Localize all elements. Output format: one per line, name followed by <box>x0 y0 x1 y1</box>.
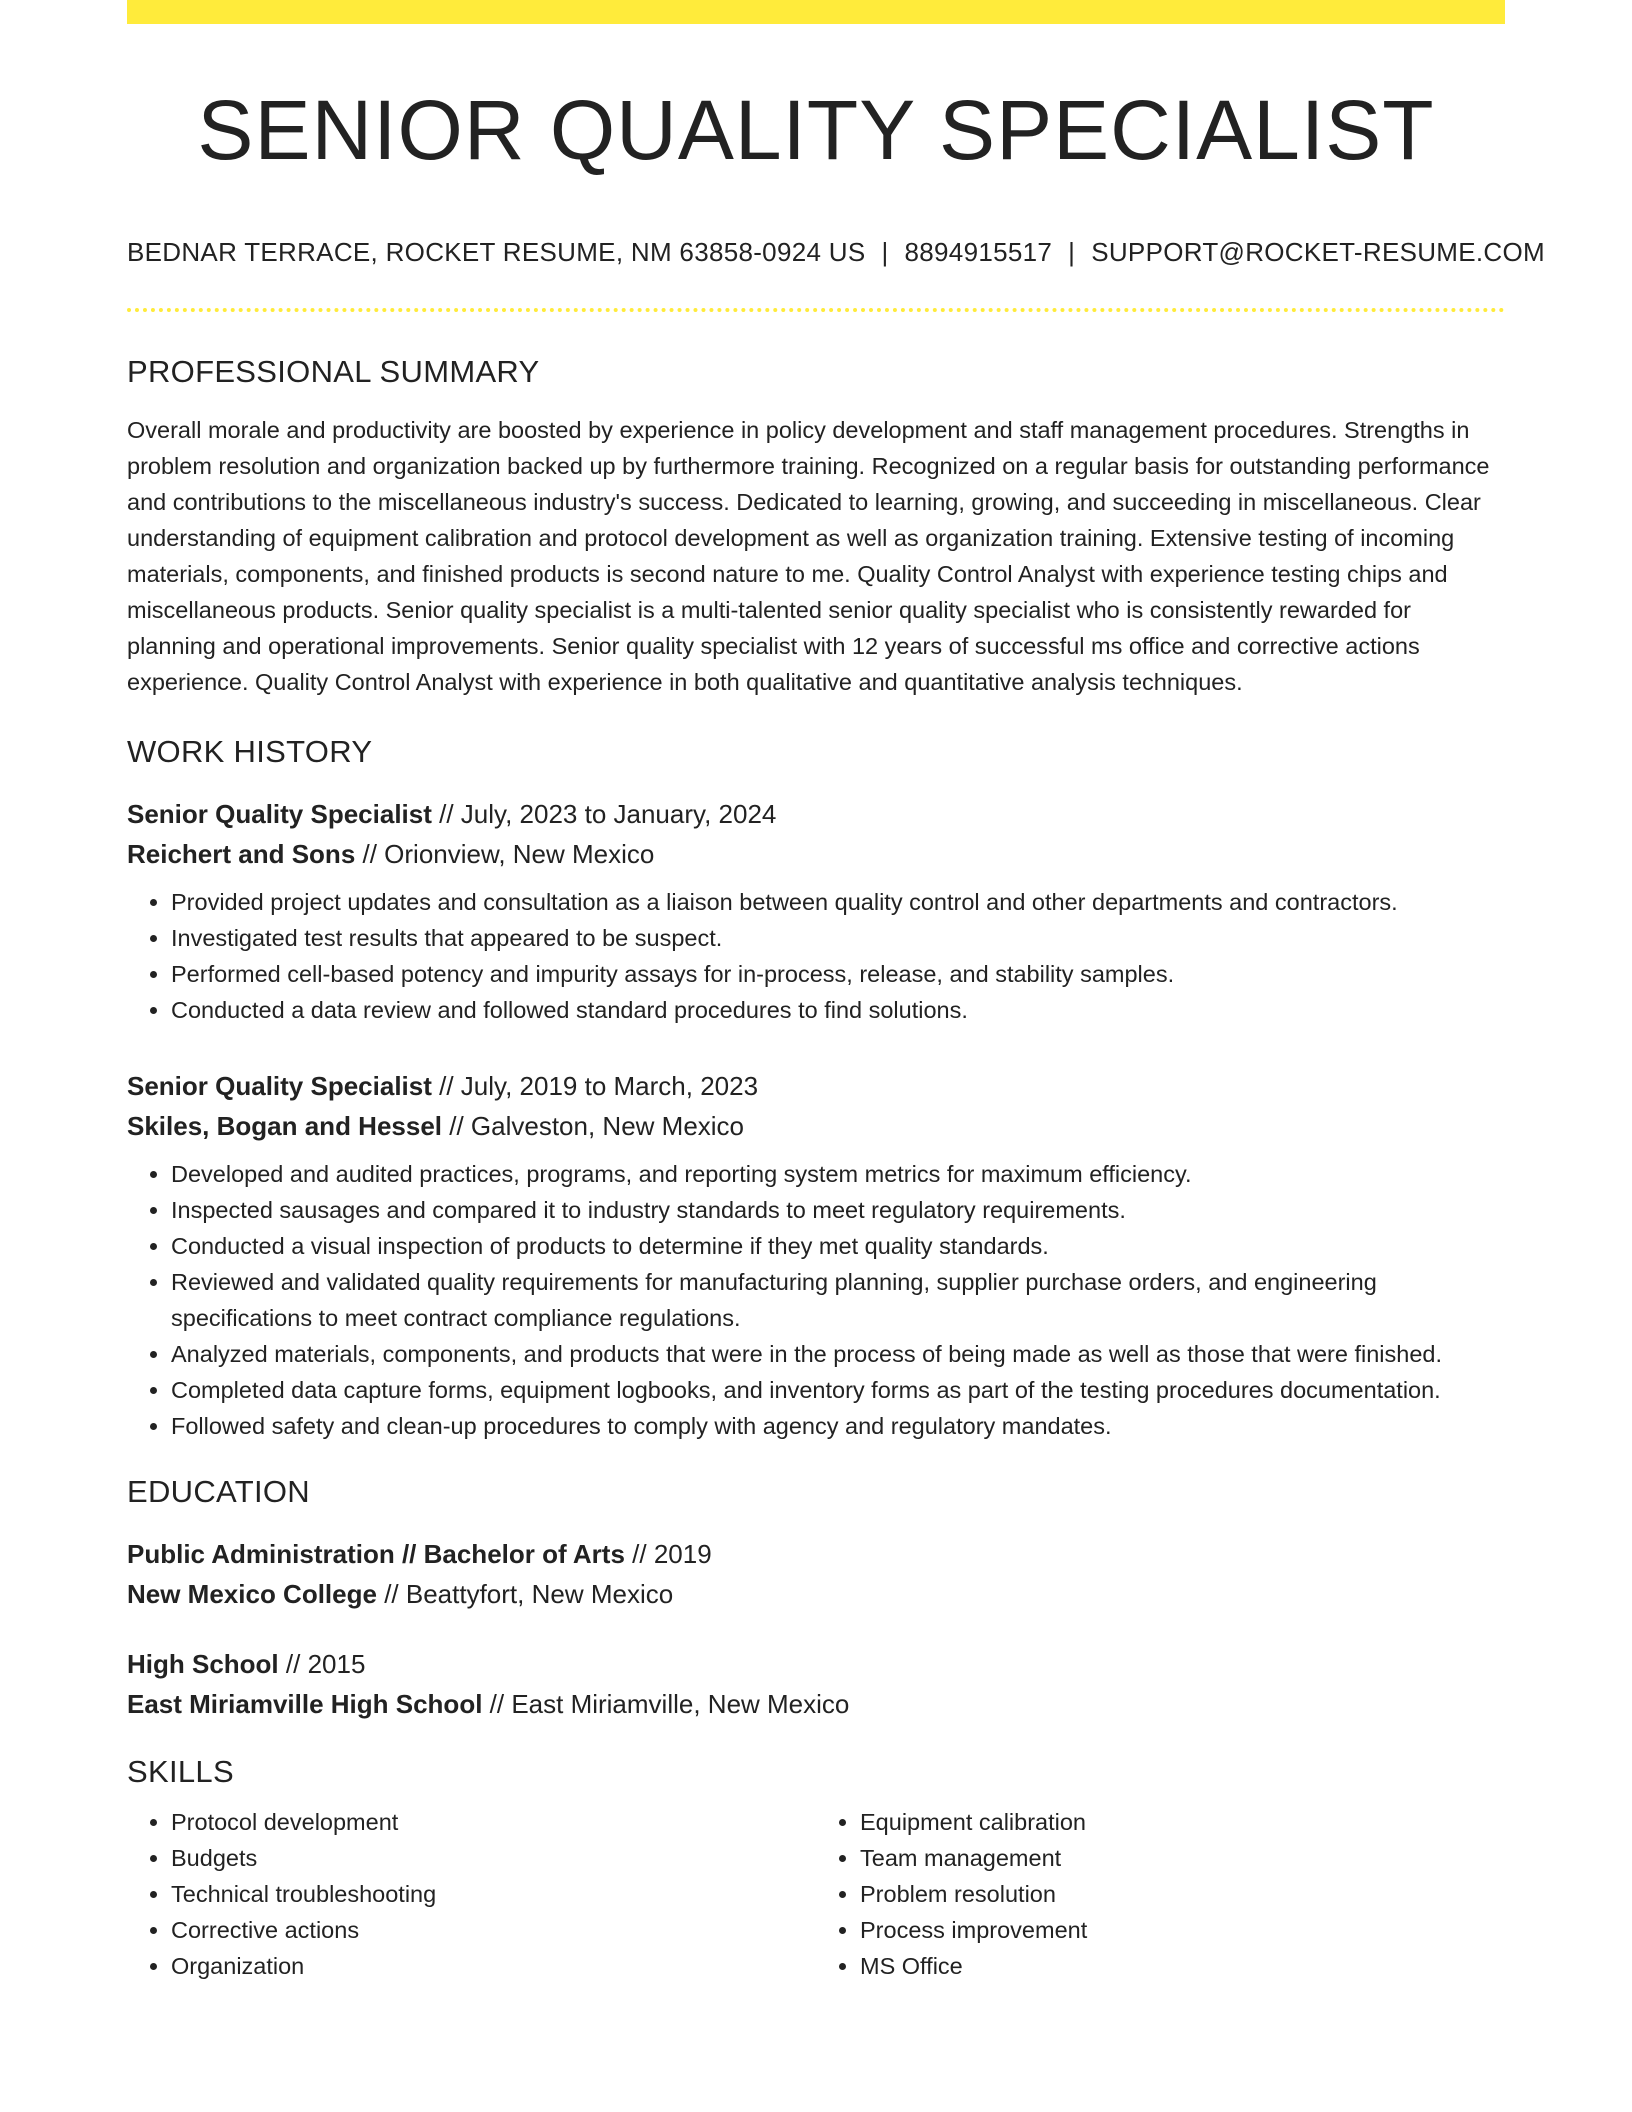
job-company-line <box>127 1106 1505 1146</box>
education-school-line <box>127 1574 1505 1614</box>
skill-item: • Process improvement <box>860 1912 1505 1948</box>
job-location: // Galveston, New Mexico <box>442 1111 745 1141</box>
education-school: New Mexico College <box>127 1579 377 1609</box>
job-bullet: • Investigated test results that appeared to be suspect. <box>171 920 1505 956</box>
job-bullet: • Conducted a visual inspection of products to determine if they met quality standards. <box>171 1228 1505 1264</box>
skill-item: • Organization <box>171 1948 816 1984</box>
education-heading: EDUCATION <box>127 1474 310 1509</box>
dotted-divider <box>127 308 1505 312</box>
education-school-line <box>127 1684 1505 1724</box>
job-bullet: • Completed data capture forms, equipment logbooks, and inventory forms as part of the testing procedures documentation. <box>171 1372 1505 1408</box>
skills-list-left <box>127 1804 816 1984</box>
job-title-line <box>127 794 1505 834</box>
job-bullets <box>127 884 1505 1028</box>
skills-list-right <box>816 1804 1505 1984</box>
contact-phone: 8894915517 <box>904 237 1053 267</box>
job-bullet: • Analyzed materials, components, and products that were in the process of being made as well as those that were finished. <box>171 1336 1505 1372</box>
skill-item: • Problem resolution <box>860 1876 1505 1912</box>
contact-address: BEDNAR TERRACE, ROCKET RESUME, NM 63858-0924 US <box>127 237 866 267</box>
skill-item: • Technical troubleshooting <box>171 1876 816 1912</box>
job-company: Reichert and Sons <box>127 839 356 869</box>
job-title: Senior Quality Specialist <box>127 799 432 829</box>
education-year: // 2015 <box>278 1649 366 1679</box>
skill-item: • Protocol development <box>171 1804 816 1840</box>
skill-item: • Equipment calibration <box>860 1804 1505 1840</box>
job-bullet: • Developed and audited practices, programs, and reporting system metrics for maximum efficiency. <box>171 1156 1505 1192</box>
summary-heading: PROFESSIONAL SUMMARY <box>127 354 540 389</box>
job-dates: // July, 2023 to January, 2024 <box>431 799 777 829</box>
skills-heading: SKILLS <box>127 1754 234 1789</box>
education-entry <box>127 1644 1505 1724</box>
work-history-heading: WORK HISTORY <box>127 734 373 769</box>
job-bullet: • Conducted a data review and followed standard procedures to find solutions. <box>171 992 1505 1028</box>
job-bullet: • Inspected sausages and compared it to industry standards to meet regulatory requirements. <box>171 1192 1505 1228</box>
job-location: // Orionview, New Mexico <box>355 839 655 869</box>
job-dates: // July, 2019 to March, 2023 <box>431 1071 759 1101</box>
job-bullet: • Performed cell-based potency and impurity assays for in-process, release, and stability samples. <box>171 956 1505 992</box>
contact-separator: | <box>881 237 889 267</box>
education-entry <box>127 1534 1505 1614</box>
skill-item: • Budgets <box>171 1840 816 1876</box>
education-year: // 2019 <box>624 1539 712 1569</box>
education-school: East Miriamville High School <box>127 1689 483 1719</box>
job-bullet: • Provided project updates and consultation as a liaison between quality control and other departments and contractors. <box>171 884 1505 920</box>
job-company-line <box>127 834 1505 874</box>
job-title: Senior Quality Specialist <box>127 1071 432 1101</box>
education-degree-line <box>127 1534 1505 1574</box>
education-degree: High School <box>127 1649 279 1679</box>
job-company: Skiles, Bogan and Hessel <box>127 1111 443 1141</box>
contact-email: SUPPORT@ROCKET-RESUME.COM <box>1091 237 1545 267</box>
skills-columns <box>127 1804 1505 1984</box>
skill-item: • MS Office <box>860 1948 1505 1984</box>
education-degree-line <box>127 1644 1505 1684</box>
skill-item: • Corrective actions <box>171 1912 816 1948</box>
job-title-line <box>127 1066 1505 1106</box>
job-entry <box>127 1066 1505 1444</box>
resume-title: SENIOR QUALITY SPECIALIST <box>197 83 1435 177</box>
skill-item: • Team management <box>860 1840 1505 1876</box>
contact-separator: | <box>1068 237 1076 267</box>
job-bullet: • Reviewed and validated quality requirements for manufacturing planning, supplier purchase orders, and engineering specifications to meet contract compliance regulations. <box>171 1264 1505 1336</box>
job-bullet: • Followed safety and clean-up procedures to comply with agency and regulatory mandates. <box>171 1408 1505 1444</box>
resume-page <box>127 0 1545 1984</box>
education-location: // East Miriamville, New Mexico <box>482 1689 850 1719</box>
summary-text: Overall morale and productivity are boosted by experience in policy development and staff management procedures. Strengths in problem resolution and organization backed up by furthermore training. Recognized on a regular basis for outstanding performance and contributions to the miscellaneous industry's success. Dedicated to learning, growing, and succeeding in miscellaneous. Clear understanding of equipment calibration and protocol development as well as organization training. Extensive testing of incoming materials, components, and finished products is second nature to me. Quality Control Analyst with experience testing chips and miscellaneous products. Senior quality specialist is a multi-talented senior quality specialist who is consistently rewarded for planning and operational improvements. Senior quality specialist with 12 years of successful ms office and corrective actions experience. Quality Control Analyst with experience in both qualitative and quantitative analysis techniques. <box>127 417 1490 695</box>
education-degree: Public Administration // Bachelor of Arts <box>127 1539 625 1569</box>
education-location: // Beattyfort, New Mexico <box>376 1579 674 1609</box>
accent-top-bar <box>127 0 1505 24</box>
job-entry <box>127 794 1505 1028</box>
job-bullets <box>127 1156 1505 1444</box>
contact-line <box>127 236 1545 268</box>
